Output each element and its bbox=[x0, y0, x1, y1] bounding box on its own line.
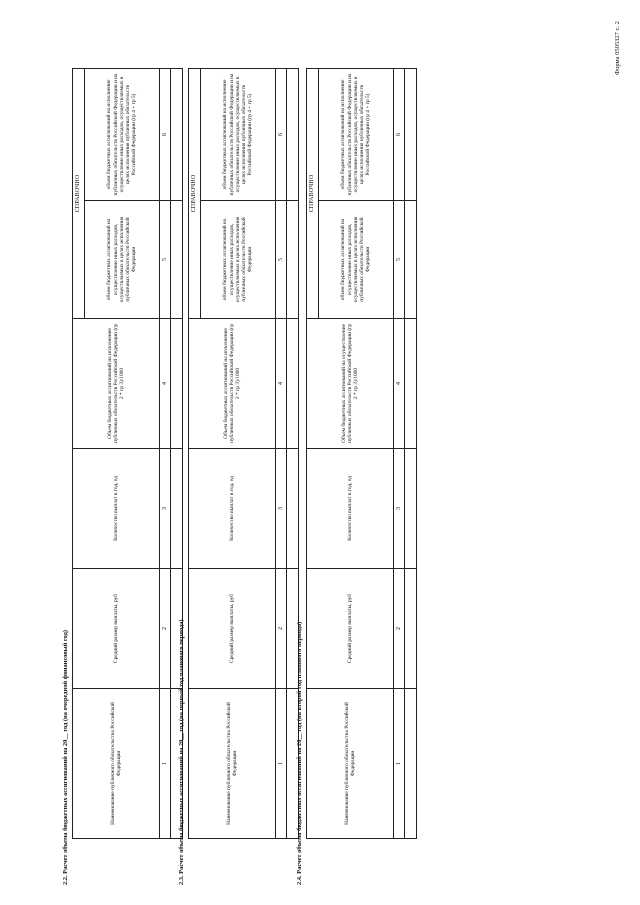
table-cell[interactable] bbox=[405, 689, 417, 839]
table-cell[interactable] bbox=[287, 201, 299, 319]
col-num: 2 bbox=[160, 569, 171, 689]
col-num: 2 bbox=[394, 569, 405, 689]
col-header-total: объем бюджетных ассигнований на исполнение публичных обязательств Российской Федерации и на осуществление иных расходов, осуществляемых в целях исполнения публичных обязательств Российской Федерации (гр 4 + гр 5) bbox=[85, 68, 160, 200]
col-num: 4 bbox=[394, 319, 405, 449]
col-header-total: объем бюджетных ассигнований на исполнение публичных обязательств Российской Федерации и на осуществление иных расходов, осуществляемых в целях исполнения публичных обязательств Российской Федерации (гр 4 + гр 5) bbox=[319, 68, 394, 200]
spravochno-header: СПРАВОЧНО bbox=[73, 68, 85, 318]
table-cell[interactable] bbox=[405, 449, 417, 569]
col-header-count: Количество выплат в год, ед bbox=[189, 449, 276, 569]
col-num: 3 bbox=[276, 449, 287, 569]
table-cell[interactable] bbox=[287, 449, 299, 569]
form-label: Форма 0505327 с. 2 bbox=[614, 21, 621, 75]
col-num: 3 bbox=[394, 449, 405, 569]
col-header-other-expenses: объем бюджетных ассигнований на осуществление иных расходов, осуществляемых в целях исполнения публичных обязательств Российской Федерации bbox=[319, 201, 394, 319]
table-2-2 bbox=[72, 68, 183, 839]
col-num: 2 bbox=[276, 569, 287, 689]
col-num: 5 bbox=[160, 201, 171, 319]
table-cell[interactable] bbox=[405, 569, 417, 689]
col-num: 1 bbox=[276, 689, 287, 839]
col-num: 1 bbox=[160, 689, 171, 839]
table-cell[interactable] bbox=[287, 68, 299, 200]
table-cell[interactable] bbox=[171, 68, 183, 200]
col-header-name: Наименование публичного обязательства Российской Федерации bbox=[189, 689, 276, 839]
col-num: 6 bbox=[394, 68, 405, 200]
col-header-other-expenses: объем бюджетных ассигнований на осуществление иных расходов, осуществляемых в целях исполнения публичных обязательств Российской Федерации bbox=[201, 201, 276, 319]
col-num: 1 bbox=[394, 689, 405, 839]
col-header-total: объем бюджетных ассигнований на исполнение публичных обязательств Российской Федерации и на осуществление иных расходов, осуществляемых в целях исполнения публичных обязательств Российской Федерации (гр 4 + гр 5) bbox=[201, 68, 276, 200]
section-title-2-3: 2.3. Расчет объема бюджетных ассигнований на 20__ год (на первый год планового периода) bbox=[178, 619, 185, 885]
col-header-volume: Объем бюджетных ассигнований на осуществление публичных обязательств Российской Федерации (гр 2 * гр 3)/1000 bbox=[307, 319, 394, 449]
spravochno-header: СПРАВОЧНО bbox=[189, 68, 201, 318]
table-row bbox=[405, 68, 417, 838]
col-num: 4 bbox=[276, 319, 287, 449]
col-header-volume: Объем бюджетных ассигнований на исполнение публичных обязательств Российской Федерации (гр 2 * гр 3)/1000 bbox=[73, 319, 160, 449]
table-cell[interactable] bbox=[171, 201, 183, 319]
col-header-count: Количество выплат в год, ед bbox=[73, 449, 160, 569]
col-header-avg-payment: Средний размер выплаты, руб bbox=[189, 569, 276, 689]
col-num: 6 bbox=[160, 68, 171, 200]
section-title-2-2: 2.2. Расчет объема бюджетных ассигнований на 20__ год (на очередной финансовый год) bbox=[62, 629, 69, 885]
col-num: 4 bbox=[160, 319, 171, 449]
col-header-avg-payment: Средний размер выплаты, руб bbox=[307, 569, 394, 689]
col-header-other-expenses: объем бюджетных ассигнований на осуществление иных расходов, осуществляемых в целях исполнения публичных обязательств Российской Федерации bbox=[85, 201, 160, 319]
table-2-3 bbox=[188, 68, 299, 839]
table-cell[interactable] bbox=[405, 201, 417, 319]
table-cell[interactable] bbox=[171, 449, 183, 569]
col-num: 6 bbox=[276, 68, 287, 200]
table-2-4 bbox=[306, 68, 417, 839]
table-cell[interactable] bbox=[405, 319, 417, 449]
col-header-name: Наименование публичного обязательства Российской Федерации bbox=[73, 689, 160, 839]
col-num: 5 bbox=[276, 201, 287, 319]
col-header-avg-payment: Средний размер выплаты, руб bbox=[73, 569, 160, 689]
col-header-volume: Объем бюджетных ассигнований на исполнение публичных обязательств Российской Федерации (гр 2 * гр 3)/1000 bbox=[189, 319, 276, 449]
table-cell[interactable] bbox=[405, 68, 417, 200]
section-title-2-4: 2.4. Расчет объема бюджетных ассигнований на 20__ год (на второй год планового периода) bbox=[296, 621, 303, 885]
col-header-count: Количество выплат в год, ед bbox=[307, 449, 394, 569]
col-num: 3 bbox=[160, 449, 171, 569]
spravochno-header: СПРАВОЧНО bbox=[307, 68, 319, 318]
col-header-name: Наименование публичного обязательства Российской Федерации bbox=[307, 689, 394, 839]
table-cell[interactable] bbox=[171, 319, 183, 449]
col-num: 5 bbox=[394, 201, 405, 319]
table-cell[interactable] bbox=[287, 319, 299, 449]
